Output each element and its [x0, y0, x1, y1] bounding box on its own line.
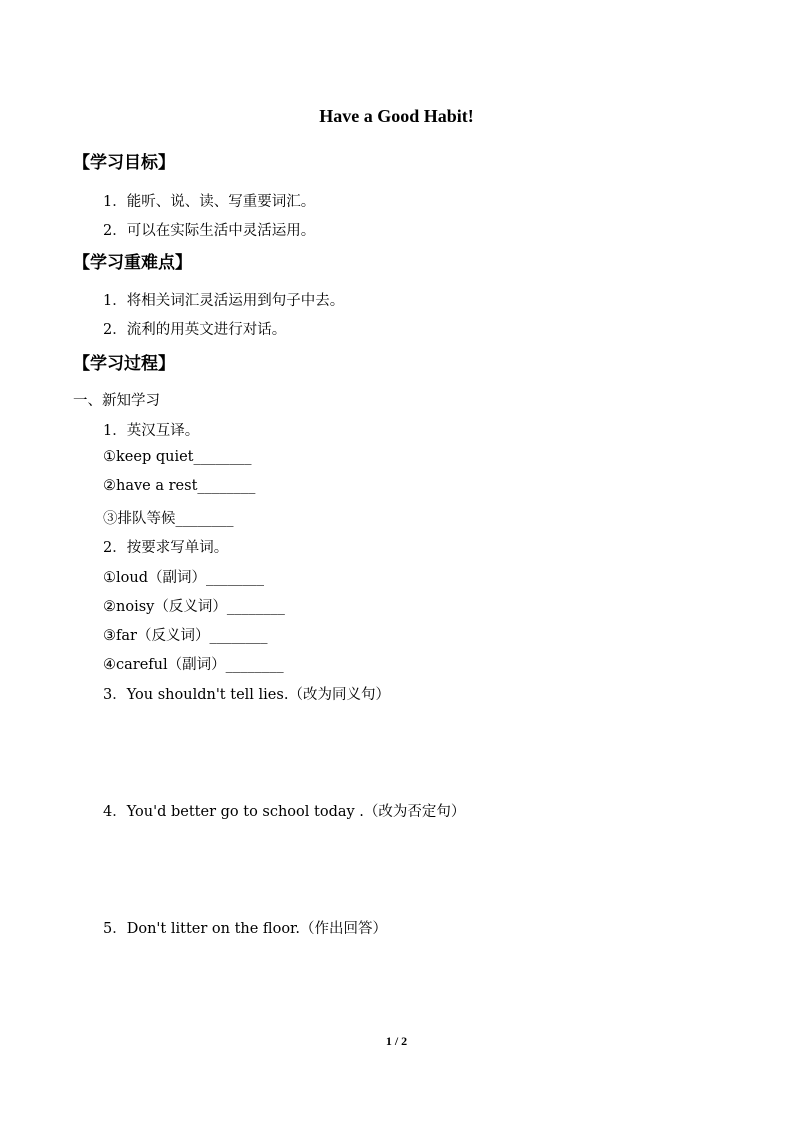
- question-1-label: 1．英汉互译。: [103, 423, 200, 439]
- key-point-item-2: 2．流利的用英文进行对话。: [103, 322, 287, 338]
- question-2-item-3: ③far（反义词）________: [103, 628, 268, 644]
- objective-item-2: 2．可以在实际生活中灵活运用。: [103, 223, 316, 239]
- part-one-label: 一、新知学习: [73, 393, 160, 409]
- question-1-item-1: ①keep quiet________: [103, 449, 252, 465]
- question-1-item-3: ③排队等候________: [103, 511, 234, 527]
- objective-item-1: 1．能听、说、读、写重要词汇。: [103, 194, 316, 210]
- question-2-item-4: ④careful（副词）________: [103, 657, 284, 673]
- key-points-heading: 【学习重难点】: [73, 253, 192, 273]
- question-4: 4．You'd better go to school today .（改为否定句）: [103, 804, 466, 820]
- question-2-label: 2．按要求写单词。: [103, 540, 229, 556]
- key-point-item-1: 1．将相关词汇灵活运用到句子中去。: [103, 293, 345, 309]
- document-title: Have a Good Habit!: [319, 106, 474, 126]
- process-heading: 【学习过程】: [73, 354, 175, 374]
- objectives-heading: 【学习目标】: [73, 153, 175, 173]
- page-number: 1 / 2: [385, 1034, 408, 1048]
- question-2-item-2: ②noisy（反义词）________: [103, 599, 285, 615]
- question-2-item-1: ①loud（副词）________: [103, 570, 264, 586]
- question-3: 3．You shouldn't tell lies.（改为同义句）: [103, 687, 390, 703]
- question-5: 5．Don't litter on the floor.（作出回答）: [103, 921, 388, 937]
- question-1-item-2: ②have a rest________: [103, 478, 256, 494]
